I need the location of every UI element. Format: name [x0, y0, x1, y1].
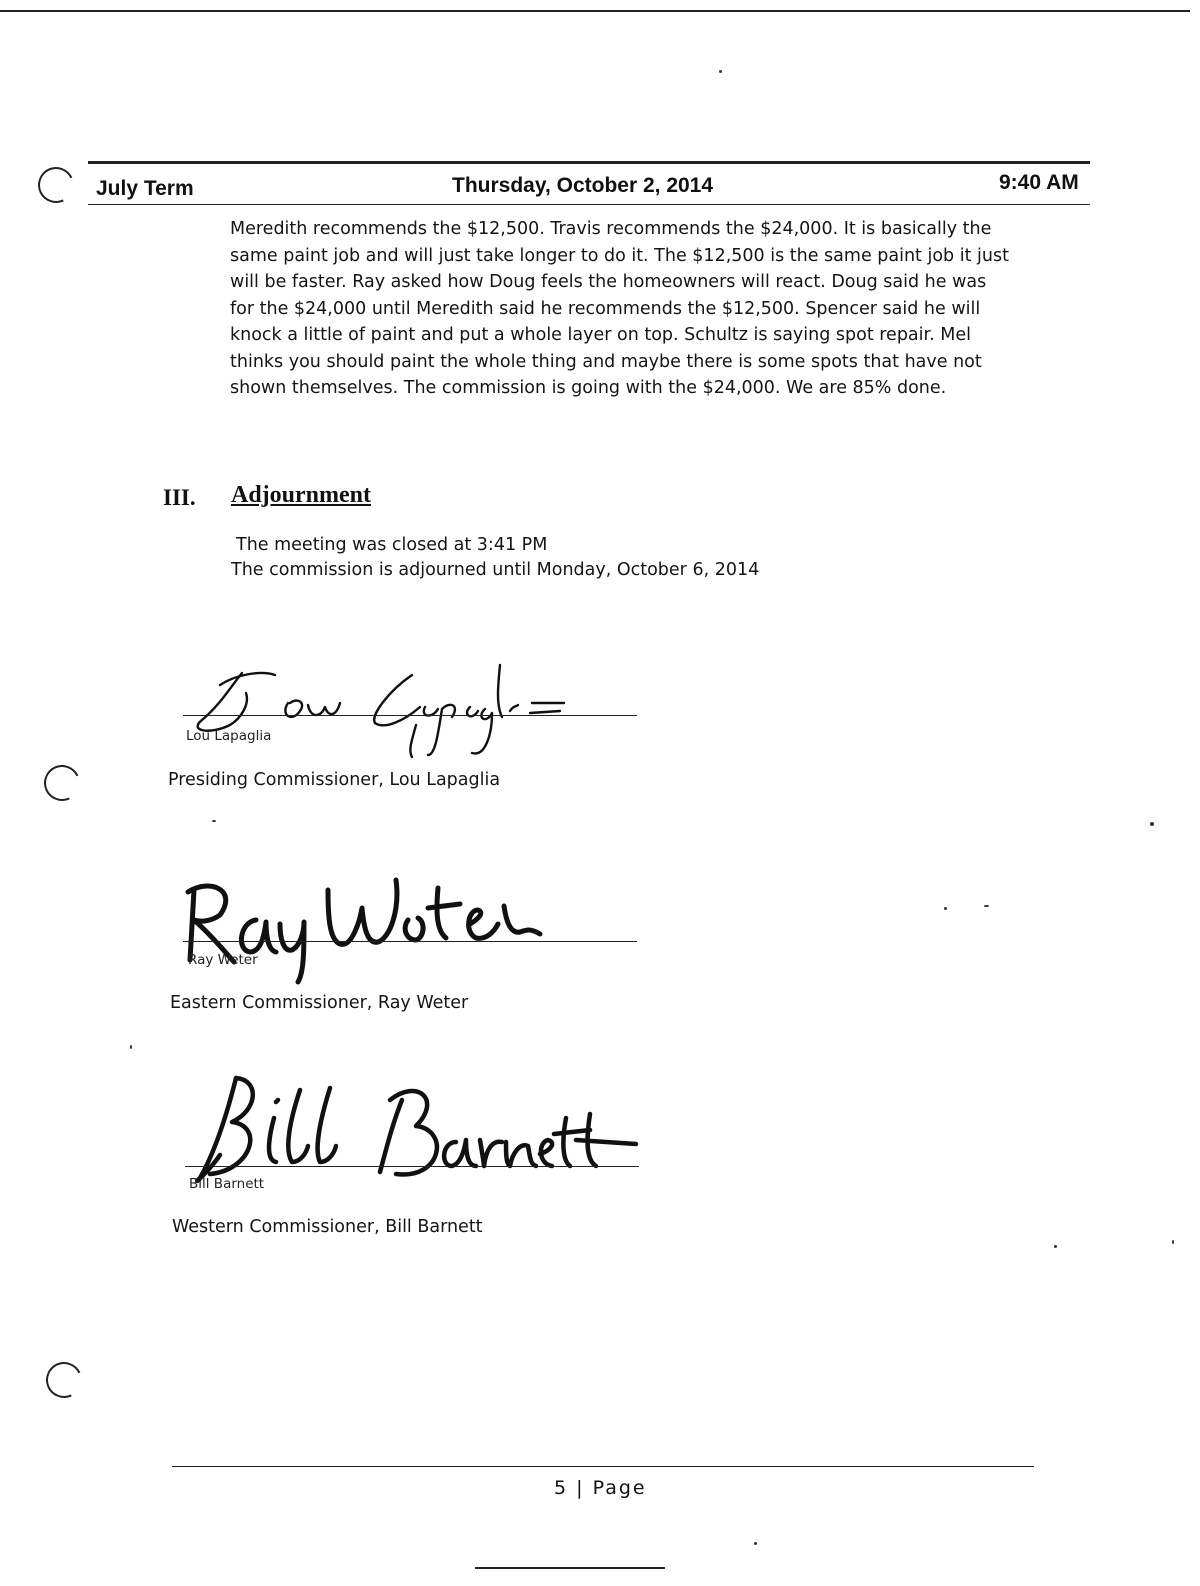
- scan-speck: [1150, 822, 1154, 826]
- page-number: 5: [554, 1477, 569, 1499]
- paragraph-line: Meredith recommends the $12,500. Travis recommends the $24,000. It is basically the: [230, 219, 992, 239]
- header-term: July Term: [96, 177, 194, 200]
- scan-speck: [984, 905, 989, 907]
- signature-lou-lapaglia: [180, 645, 600, 765]
- paragraph-line: thinks you should paint the whole thing and maybe there is some spots that have not: [230, 351, 982, 372]
- paragraph-line: will be faster. Ray asked how Doug feels the homeowners will react. Doug said he was: [230, 272, 987, 292]
- printed-name: Bill Barnett: [189, 1176, 265, 1192]
- commissioner-title: Eastern Commissioner, Ray Weter: [170, 993, 469, 1013]
- printed-name: Lou Lapaglia: [186, 728, 272, 744]
- page-footer: [554, 1477, 647, 1499]
- signature-line: [183, 941, 637, 942]
- scan-speck: [1172, 1240, 1174, 1244]
- page-separator: |: [576, 1477, 585, 1499]
- paragraph-line: same paint job and will just take longer to do it. The $12,500 is the same paint job it just: [230, 245, 1009, 266]
- paragraph-line: shown themselves. The commission is going with the $24,000. We are 85% done.: [230, 378, 947, 398]
- signature-line: [185, 1166, 639, 1167]
- scan-speck: [1054, 1245, 1057, 1248]
- section-number: III.: [163, 485, 196, 510]
- punch-hole-icon: [41, 1357, 87, 1403]
- adjournment-closed-time: The meeting was closed at 3:41 PM: [236, 535, 548, 555]
- scan-speck: [944, 907, 947, 910]
- header-rule: [88, 161, 1090, 164]
- signature-ray-weter: [180, 860, 600, 990]
- signature-line: [183, 715, 637, 716]
- adjournment-next-date: The commission is adjourned until Monday, October 6, 2014: [231, 560, 760, 580]
- printed-name: Ray Weter: [188, 952, 258, 968]
- header-date: Thursday, October 2, 2014: [452, 174, 714, 197]
- punch-hole-icon: [33, 162, 79, 208]
- scan-speck: [754, 1542, 757, 1545]
- paragraph-line: knock a little of paint and put a whole layer on top. Schultz is saying spot repair. Mel: [230, 325, 971, 345]
- punch-hole-icon: [39, 760, 85, 806]
- header-underline: [88, 204, 1090, 205]
- scan-speck: [719, 70, 722, 73]
- scan-speck: [212, 820, 216, 822]
- bottom-scan-edge: [475, 1567, 665, 1569]
- commissioner-title: Western Commissioner, Bill Barnett: [172, 1217, 483, 1237]
- page-label: Page: [592, 1477, 647, 1499]
- section-title: Adjournment: [231, 482, 372, 508]
- signature-bill-barnett: [180, 1070, 640, 1190]
- footer-rule: [172, 1466, 1034, 1467]
- scan-speck: [130, 1045, 132, 1049]
- commissioner-title: Presiding Commissioner, Lou Lapaglia: [168, 770, 501, 790]
- header-time: 9:40 AM: [999, 171, 1079, 194]
- paragraph-line: for the $24,000 until Meredith said he recommends the $12,500. Spencer said he will: [230, 298, 981, 319]
- top-scan-edge: [0, 10, 1190, 12]
- meeting-notes-paragraph: [230, 216, 1009, 402]
